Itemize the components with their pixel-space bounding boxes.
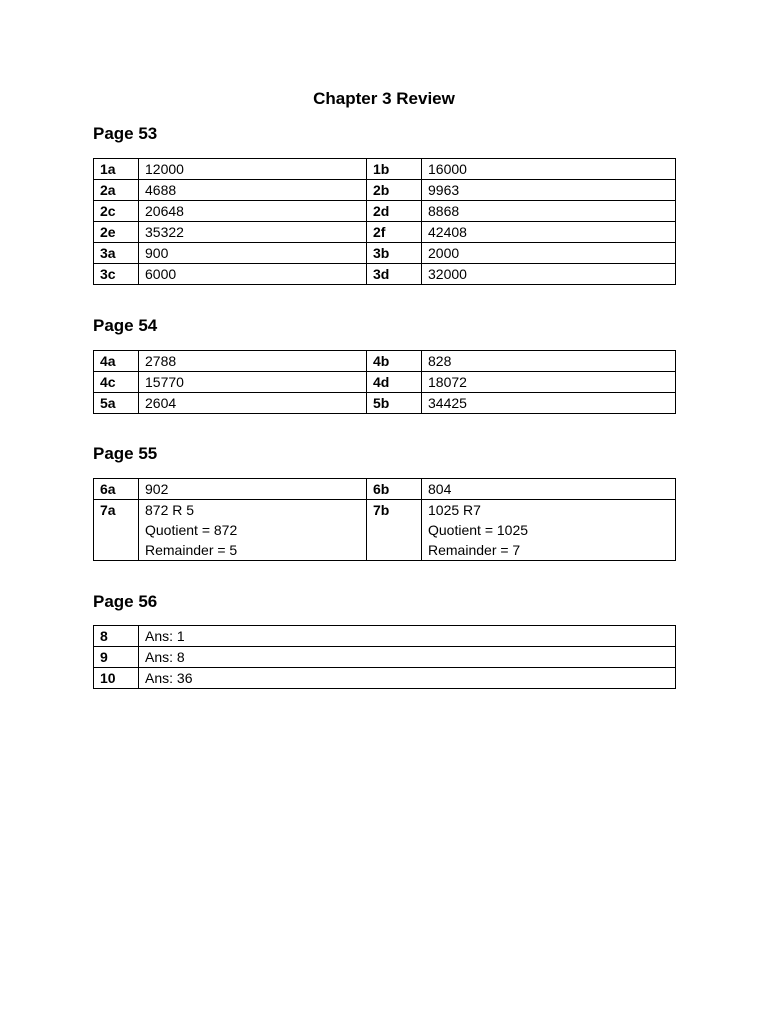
quotient-line: Quotient = 1025 (428, 522, 529, 538)
answer-value (422, 500, 676, 561)
answer-value: 15770 (139, 372, 367, 393)
answer-value (139, 500, 367, 561)
answers-table-page-55 (93, 478, 676, 561)
answer-value: 4688 (139, 180, 367, 201)
table-row (94, 159, 676, 180)
question-number: 2a (94, 180, 139, 201)
question-number: 5b (367, 393, 422, 414)
answer-number: 36 (176, 670, 193, 686)
table-row (94, 351, 676, 372)
answer-value: 828 (422, 351, 676, 372)
answer-label: Ans: (145, 670, 174, 686)
answer-value: 20648 (139, 201, 367, 222)
answer-value (139, 479, 367, 500)
answer-value: 34425 (422, 393, 676, 414)
section-heading-page-56: Page 56 (93, 592, 158, 611)
table-row (94, 372, 676, 393)
question-number: 4b (367, 351, 422, 372)
answer-number: 1 (176, 628, 185, 644)
answer-value: 18072 (422, 372, 676, 393)
question-number: 4a (94, 351, 139, 372)
question-number: 3d (367, 264, 422, 285)
question-number: 7a (94, 500, 139, 561)
question-number: 6b (367, 479, 422, 500)
answer-value: 2000 (422, 243, 676, 264)
section-heading-page-55: Page 55 (93, 444, 158, 463)
answer-value (139, 647, 676, 668)
answer-value (139, 668, 676, 689)
answer-line: 872 R 5 (145, 502, 195, 518)
question-number: 1b (367, 159, 422, 180)
answer-value: 32000 (422, 264, 676, 285)
answer-value: 8868 (422, 201, 676, 222)
question-number: 2c (94, 201, 139, 222)
table-row (94, 479, 676, 500)
question-number: 2f (367, 222, 422, 243)
question-number: 6a (94, 479, 139, 500)
question-number: 3c (94, 264, 139, 285)
section-heading-page-53: Page 53 (93, 124, 158, 143)
section-heading-page-54: Page 54 (93, 316, 158, 335)
question-number: 2b (367, 180, 422, 201)
question-number: 3a (94, 243, 139, 264)
question-number: 9 (94, 647, 139, 668)
answer-value: 42408 (422, 222, 676, 243)
remainder-line: Remainder = 5 (145, 542, 238, 558)
question-number: 4c (94, 372, 139, 393)
table-row (94, 647, 676, 668)
answer-line: 902 (145, 481, 169, 497)
question-number: 1a (94, 159, 139, 180)
question-number: 10 (94, 668, 139, 689)
answer-label: Ans: (145, 628, 174, 644)
answer-value: 2604 (139, 393, 367, 414)
question-number: 5a (94, 393, 139, 414)
answers-table-page-56 (93, 625, 676, 689)
answer-value: 900 (139, 243, 367, 264)
table-row (94, 222, 676, 243)
answers-table-page-54 (93, 350, 676, 414)
answer-value: 9963 (422, 180, 676, 201)
table-row (94, 500, 676, 561)
table-row (94, 668, 676, 689)
table-row (94, 626, 676, 647)
answer-value: 2788 (139, 351, 367, 372)
table-row (94, 180, 676, 201)
answer-line: 1025 R7 (428, 502, 481, 518)
answer-number: 8 (176, 649, 185, 665)
page-title: Chapter 3 Review (313, 89, 455, 108)
answer-label: Ans: (145, 649, 174, 665)
answer-value (422, 479, 676, 500)
answer-value (139, 626, 676, 647)
remainder-line: Remainder = 7 (428, 542, 521, 558)
answer-line: 804 (428, 481, 452, 497)
table-row (94, 201, 676, 222)
question-number: 3b (367, 243, 422, 264)
question-number: 2e (94, 222, 139, 243)
answer-value: 16000 (422, 159, 676, 180)
question-number: 4d (367, 372, 422, 393)
question-number: 2d (367, 201, 422, 222)
quotient-line: Quotient = 872 (145, 522, 238, 538)
table-row (94, 264, 676, 285)
question-number: 8 (94, 626, 139, 647)
answer-value: 6000 (139, 264, 367, 285)
table-row (94, 393, 676, 414)
answers-table-page-53 (93, 158, 676, 285)
question-number: 7b (367, 500, 422, 561)
table-row (94, 243, 676, 264)
answer-value: 35322 (139, 222, 367, 243)
answer-value: 12000 (139, 159, 367, 180)
